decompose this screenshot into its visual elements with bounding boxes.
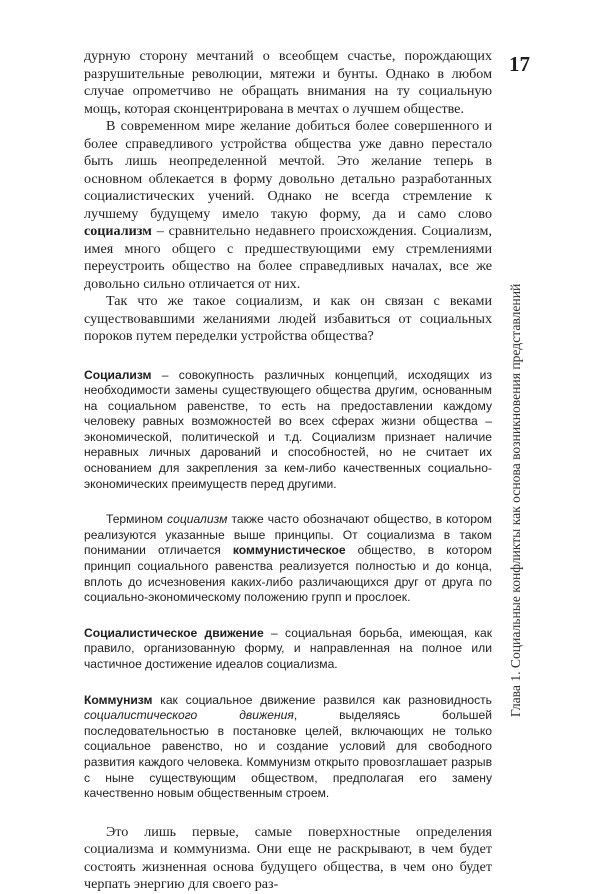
- definition-socialism: [84, 368, 492, 493]
- text-run: Термином: [106, 512, 168, 527]
- text-run: общество, в котором принцип социального равенства реализуется полностью и до конца, вплоть до исчезновения каких-либо различающихся друг от друга по социально-экономическому положению групп и прослоек.: [84, 543, 492, 605]
- paragraph-conclusion: [84, 824, 492, 894]
- text-run: Так что же такое социализм, и как он связан с веками существовавшими желаниями людей избавиться от социальных пороков путем переделки устройства общества?: [84, 293, 492, 344]
- term-communism: Коммунизм: [84, 692, 153, 707]
- text-run: Это лишь первые, самые поверхностные определения социализма и коммунизма. Они еще не раскрывают, в чем будет состоять жизненная основа будущего общества, в чем оно будет черпать энергию для своего раз-: [84, 823, 492, 893]
- paragraph-question: [84, 293, 492, 346]
- definition-socialist-society: [84, 512, 492, 606]
- definition-socialist-movement: [84, 626, 492, 673]
- term-socialist-movement-italic: социалистического движения: [84, 708, 294, 723]
- term-socialism: социализм: [84, 223, 152, 239]
- text-run: – социальная борьба, имеющая, как правило, организованную форму, и направленная на полное или частичное достижение идеалов социализма.: [84, 625, 493, 671]
- definition-communism: [84, 693, 492, 802]
- text-run: также часто обозначают общество, в котором реализуются указанные выше принципы. От социализма в таком понимании отличается: [84, 512, 492, 558]
- term-communist: коммунистическое: [232, 543, 346, 558]
- text-run: , выделяясь большей последовательностью в постановке целей, включающих не только социальное равенство, но и создание условий для свободного развития каждого человека. Коммунизм открыто провозглашает разрыв с ныне существующим обществом, предполагая его замену качественно новым общественным строем.: [84, 708, 492, 801]
- running-head: Глава 1. Социальные конфликты как основа возникновения представлений: [508, 283, 523, 717]
- term-socialism-italic: социализм: [167, 512, 228, 527]
- page-number: 17: [509, 52, 530, 76]
- term-socialist-movement: Социалистическое движение: [84, 625, 264, 640]
- text-run: – сравнительно недавнего происхождения. Социализм, имея много общего с предшествующими ему стремлениями переустроить общество на более справедливых началах, все же довольно сильно отличается от них.: [84, 223, 492, 292]
- text-run: дурную сторону мечтаний о всеобщем счастье, порождающих разрушительные революции, мятежи и бунты. Однако в любом случае опрометчиво не обращать внимания на ту социальную мощь, которая сконцентрирована в мечтах о лучшем обществе.: [84, 48, 492, 117]
- text-run: В современном мире желание добиться более совершенного и более справедливого устройства общества уже давно перестало быть лишь неопределенной мечтой. Это желание теперь в основном облекается в форму довольно детально разработанных социалистических учений. Однако не всегда стремление к лучшему будущему имело такую форму, да и само слово: [84, 118, 492, 222]
- body-text: [84, 48, 492, 894]
- term-socialism-bold: Социализм: [84, 367, 152, 382]
- paragraph-modern-world: [84, 118, 492, 293]
- paragraph-intro: [84, 48, 492, 118]
- text-run: – совокупность различных концепций, исходящих из необходимости замены существующего общества другим, основанным на социальном равенстве, то есть на предоставлении каждому человеку равных возможностей во всех сферах жизни общества – экономической, политической и т.д. Социализм признает наличие неравных личных дарований и способностей, но не считает их основанием для закрепления за кем-либо качественных социально-экономических преимуществ перед другими.: [84, 367, 492, 491]
- text-run: как социальное движение развился как разновидность: [152, 692, 492, 707]
